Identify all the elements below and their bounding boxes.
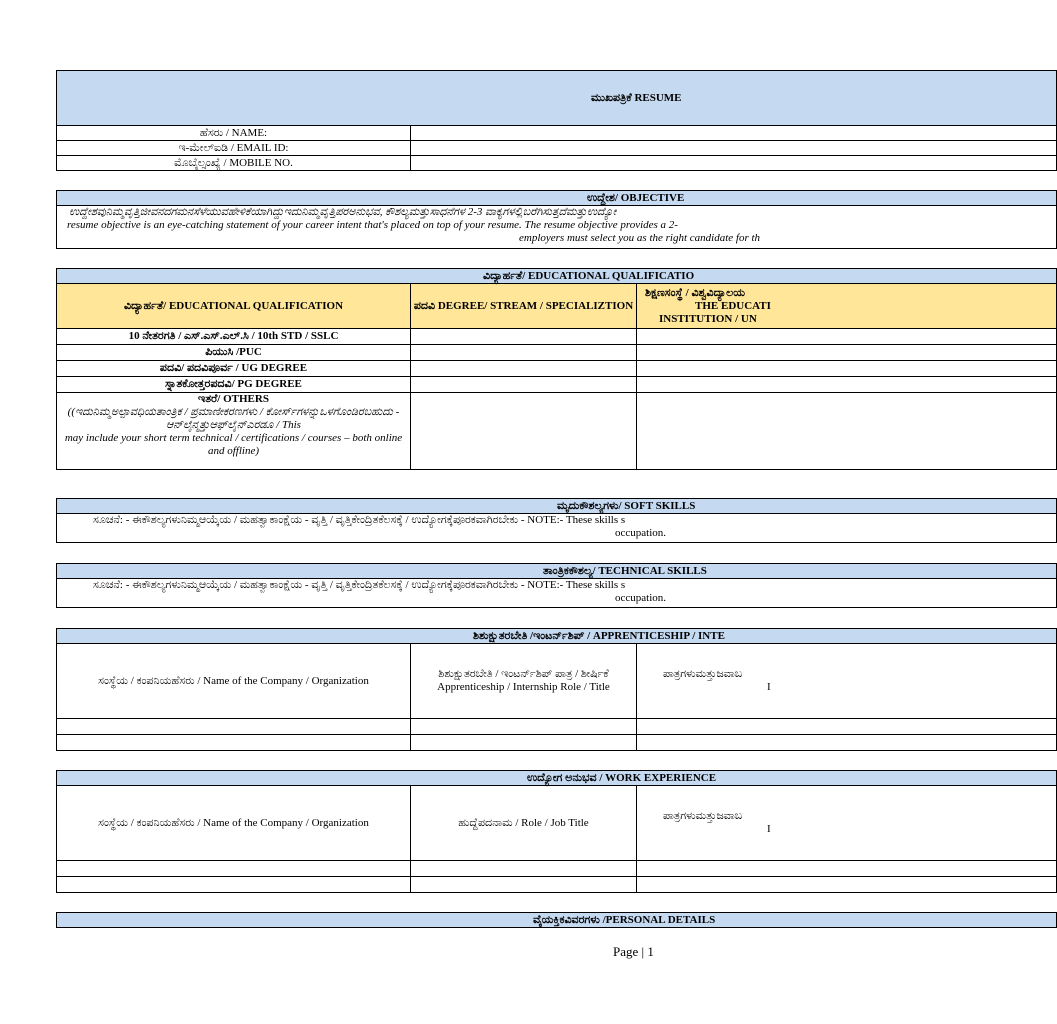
edu-others-title: ಇತರೆ/ OTHERS bbox=[198, 393, 269, 405]
appr-header-company: ಸಂಸ್ಥೆಯ / ಕಂಪನಿಯಹೆಸರು / Name of the Company / Organization bbox=[57, 644, 411, 719]
soft-skills-body[interactable] bbox=[57, 514, 1057, 543]
technical-skills-section bbox=[56, 563, 768, 608]
edu-cell[interactable] bbox=[411, 393, 637, 470]
technical-skills-title: ತಾಂತ್ರಿಕಕೌಶಲ್ಯ/ TECHNICAL SKILLS bbox=[57, 564, 1057, 579]
edu-header-qualification: ವಿದ್ಯಾರ್ಹತೆ/ EDUCATIONAL QUALIFICATION bbox=[57, 284, 411, 329]
technical-skills-note: ಸೂಚನೆ: - ಈಕೌಶಲ್ಯಗಳುನಿಮ್ಮಆಯ್ಕೆಯ / ಮಹತ್ವಾಕಾಂಕ್ಷೆಯ - ವೃತ್ತಿ / ವೃತ್ತಿಕೇಂದ್ರಿತಕೆಲಸಕ್ಕೆ / ಉದ್ಯೋಗಕ್ಕೆಪೂರಕವಾಗಿರಬೇಕು - NOTE:- These skills s bbox=[93, 579, 626, 591]
edu-cell[interactable] bbox=[411, 377, 637, 393]
appr-header-role-kn: ಶಿಶುಕ್ಷುತರಬೇತಿ / ಇಂಟರ್ನ್‌ಶಿಪ್ ಪಾತ್ರ / ಶೀರ್ಷಿಕೆ bbox=[438, 668, 609, 680]
edu-row-pg: ಸ್ನಾತಕೋತ್ತರಪದವಿ/ PG DEGREE bbox=[57, 377, 411, 393]
edu-header-institution bbox=[637, 284, 1057, 329]
page-number: Page | 1 bbox=[613, 944, 654, 959]
work-header-resp-en: I bbox=[767, 823, 771, 835]
work-header-company: ಸಂಸ್ಥೆಯ / ಕಂಪನಿಯಹೆಸರು / Name of the Company / Organization bbox=[57, 786, 411, 861]
appr-cell[interactable] bbox=[57, 719, 411, 735]
edu-row-puc: ಪಿಯುಸಿ /PUC bbox=[57, 345, 411, 361]
apprenticeship-title: ಶಿಶುಕ್ಷುತರಬೇತಿ /ಇಂಟರ್ನ್‌ಶಿಪ್ / APPRENTICESHIP / INTE bbox=[57, 629, 1057, 644]
name-label: ಹೆಸರು / NAME: bbox=[57, 126, 411, 141]
work-header-resp-kn: ಪಾತ್ರಗಳುಮತ್ತುಜವಾಬ bbox=[663, 810, 743, 822]
edu-others-note-kn: ((ಇದುನಿಮ್ಮಅಲ್ಪಾವಧಿಯತಾಂತ್ರಿಕ / ಪ್ರಮಾಣೀಕರಣಗಳು / ಕೋರ್ಸ್‌ಗಳನ್ನುಒಳಗೊಂಡಿರಬಹುದು - ಆನ್‌ಲೈನ್ಮತ್ತುಆಫ್‌ಲೈನ್‌ಎರಡೂ / This bbox=[67, 406, 400, 431]
work-cell[interactable] bbox=[57, 877, 411, 893]
soft-skills-section bbox=[56, 498, 768, 543]
edu-header-degree: ಪದವಿ DEGREE/ STREAM / SPECIALIZTION bbox=[411, 284, 637, 329]
appr-header-role bbox=[411, 644, 637, 719]
mobile-value[interactable] bbox=[411, 156, 1057, 171]
work-title: ಉದ್ಯೋಗ ಅನುಭವ / WORK EXPERIENCE bbox=[57, 771, 1057, 786]
edu-header-institution-kn: ಶಿಕ್ಷಣಸಂಸ್ಥೆ / ವಿಶ್ವವಿದ್ಯಾಲಯ bbox=[645, 286, 746, 299]
edu-cell[interactable] bbox=[411, 345, 637, 361]
edu-others-note-en: may include your short term technical / certifications / courses – both online and offline) bbox=[64, 432, 403, 457]
appr-header-resp-en: I bbox=[767, 681, 771, 693]
edu-header-institution-en2: INSTITUTION / UN bbox=[659, 312, 757, 325]
edu-cell[interactable] bbox=[637, 345, 1057, 361]
appr-cell[interactable] bbox=[411, 719, 637, 735]
education-section bbox=[56, 268, 771, 470]
appr-header-responsibilities bbox=[637, 644, 1057, 719]
objective-body[interactable] bbox=[57, 206, 1057, 249]
appr-header-role-en: Apprenticeship / Internship Role / Title bbox=[437, 681, 610, 693]
soft-skills-note-2: occupation. bbox=[615, 527, 667, 539]
work-experience-section bbox=[56, 770, 771, 893]
edu-cell[interactable] bbox=[637, 361, 1057, 377]
edu-cell[interactable] bbox=[411, 361, 637, 377]
objective-line-1: ಉದ್ದೇಶವುನಿಮ್ಮವೃತ್ತಿಜೀವನದಗಮನಸೆಳೆಯುವಹೇಳಿಕೆಯಾಗಿದ್ದುಇದುನಿಮ್ಮವೃತ್ತಿಪರಅನುಭವ, ಕೌಶಲ್ಯಮತ್ತುಸಾಧನೆಗಳ 2-3 ವಾಕ್ಯಗಳಲ್ಲಿಬರೆಗಿಸುತ್ತದೆಮತ್ತುಉದ್ಯೋ bbox=[69, 206, 617, 218]
work-header-role: ಹುದ್ದೆಪದನಾಮ / Role / Job Title bbox=[411, 786, 637, 861]
edu-cell[interactable] bbox=[411, 329, 637, 345]
edu-header-institution-en: THE EDUCATI bbox=[695, 299, 771, 312]
personal-details-section bbox=[56, 912, 768, 928]
soft-skills-note: ಸೂಚನೆ: - ಈಕೌಶಲ್ಯಗಳುನಿಮ್ಮಆಯ್ಕೆಯ / ಮಹತ್ವಾಕಾಂಕ್ಷೆಯ - ವೃತ್ತಿ / ವೃತ್ತಿಕೇಂದ್ರಿತಕೆಲಸಕ್ಕೆ / ಉದ್ಯೋಗಕ್ಕೆಪೂರಕವಾಗಿರಬೇಕು - NOTE:- These skills s bbox=[93, 514, 626, 526]
resume-section bbox=[56, 70, 768, 171]
work-cell[interactable] bbox=[637, 861, 1057, 877]
soft-skills-title: ಮೃದುಕೌಶಲ್ಯಗಳು/ SOFT SKILLS bbox=[57, 499, 1057, 514]
objective-title: ಉದ್ದೇಶ/ OBJECTIVE bbox=[57, 191, 1057, 206]
apprenticeship-section bbox=[56, 628, 771, 751]
edu-cell[interactable] bbox=[637, 393, 1057, 470]
objective-line-3: employers must select you as the right candidate for th bbox=[519, 232, 761, 244]
appr-cell[interactable] bbox=[57, 735, 411, 751]
work-cell[interactable] bbox=[411, 877, 637, 893]
personal-title: ವೈಯಕ್ತಿಕವಿವರಗಳು /PERSONAL DETAILS bbox=[57, 913, 1057, 928]
technical-skills-body[interactable] bbox=[57, 579, 1057, 608]
edu-cell[interactable] bbox=[637, 377, 1057, 393]
edu-cell[interactable] bbox=[637, 329, 1057, 345]
appr-cell[interactable] bbox=[411, 735, 637, 751]
education-title: ವಿದ್ಯಾರ್ಹತೆ/ EDUCATIONAL QUALIFICATIO bbox=[57, 269, 1057, 284]
appr-header-resp-kn: ಪಾತ್ರಗಳುಮತ್ತುಜವಾಬ bbox=[663, 668, 743, 680]
work-header-responsibilities bbox=[637, 786, 1057, 861]
appr-cell[interactable] bbox=[637, 735, 1057, 751]
objective-section bbox=[56, 190, 768, 249]
edu-row-sslc: 10 ನೇತರಗತಿ / ಎಸ್.ಎಸ್.ಎಲ್.ಸಿ / 10th STD / SSLC bbox=[57, 329, 411, 345]
technical-skills-note-2: occupation. bbox=[615, 592, 667, 604]
name-value[interactable] bbox=[411, 126, 1057, 141]
work-cell[interactable] bbox=[411, 861, 637, 877]
edu-row-ug: ಪದವಿ/ ಪದವಿಪೂರ್ವ / UG DEGREE bbox=[57, 361, 411, 377]
appr-cell[interactable] bbox=[637, 719, 1057, 735]
work-cell[interactable] bbox=[637, 877, 1057, 893]
objective-line-2: resume objective is an eye-catching statement of your career intent that's placed on top of your resume. The resume objective provides a 2- bbox=[67, 219, 678, 231]
email-label: ಇ-ಮೇಲ್‌ಐಡಿ / EMAIL ID: bbox=[57, 141, 411, 156]
work-cell[interactable] bbox=[57, 861, 411, 877]
email-value[interactable] bbox=[411, 141, 1057, 156]
mobile-label: ಮೊಬೈಲ್ಸಂಖ್ಯೆ / MOBILE NO. bbox=[57, 156, 411, 171]
resume-title: ಮುಖಪತ್ರಿಕೆ RESUME bbox=[57, 71, 1057, 126]
edu-row-others bbox=[57, 393, 411, 470]
